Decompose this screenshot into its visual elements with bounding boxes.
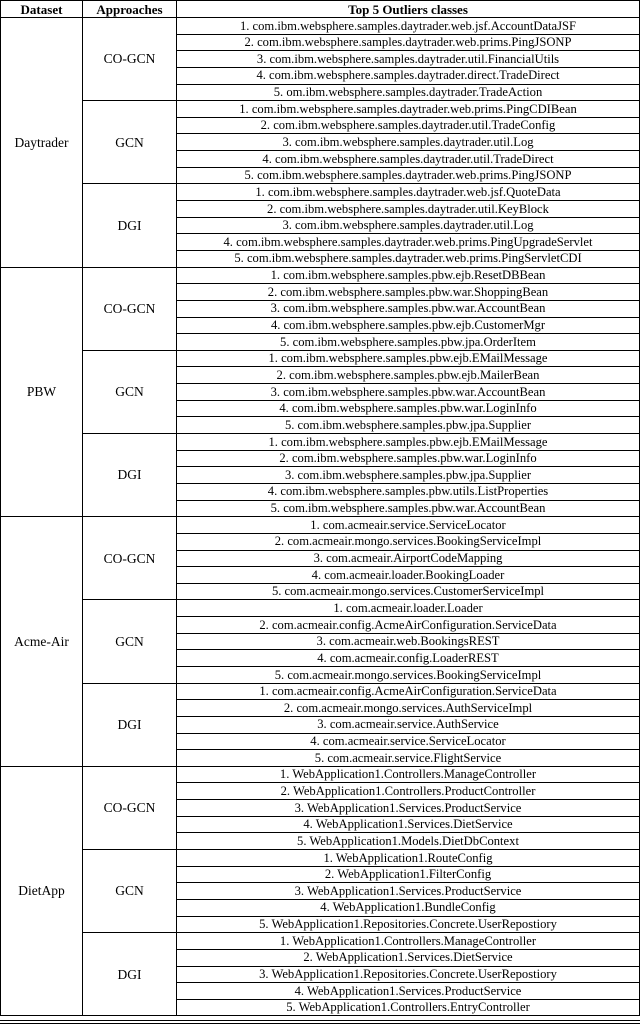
outlier-class-cell: 4. com.ibm.websphere.samples.daytrader.web.prims.PingUpgradeServlet: [177, 234, 640, 251]
outlier-class-cell: 5. WebApplication1.Controllers.EntryController: [177, 999, 640, 1016]
outlier-class-cell: 4. com.acmeair.config.LoaderREST: [177, 650, 640, 667]
outlier-class-cell: 5. com.ibm.websphere.samples.daytrader.web.prims.PingJSONP: [177, 167, 640, 184]
outlier-class-cell: 5. com.acmeair.mongo.services.BookingServiceImpl: [177, 666, 640, 683]
table-row: [1, 600, 640, 617]
outlier-class-cell: 2. com.acmeair.mongo.services.BookingServiceImpl: [177, 533, 640, 550]
outlier-class-cell: 1. WebApplication1.Controllers.ManageController: [177, 766, 640, 783]
header-classes: Top 5 Outliers classes: [177, 1, 640, 18]
outlier-class-cell: 4. com.ibm.websphere.samples.daytrader.direct.TradeDirect: [177, 67, 640, 84]
table-row: [1, 517, 640, 534]
outlier-class-cell: 1. com.acmeair.config.AcmeAirConfiguration.ServiceData: [177, 683, 640, 700]
approach-cell: DGI: [83, 184, 177, 267]
outlier-class-cell: 1. com.ibm.websphere.samples.pbw.ejb.ResetDBBean: [177, 267, 640, 284]
header-dataset: Dataset: [1, 1, 83, 18]
outlier-class-cell: 1. com.ibm.websphere.samples.pbw.ejb.EMailMessage: [177, 434, 640, 451]
approach-cell: GCN: [83, 101, 177, 184]
outlier-class-cell: 4. com.ibm.websphere.samples.pbw.ejb.CustomerMgr: [177, 317, 640, 334]
outlier-class-cell: 2. com.acmeair.config.AcmeAirConfiguration.ServiceData: [177, 617, 640, 634]
approach-cell: DGI: [83, 683, 177, 766]
outlier-class-cell: 2. WebApplication1.Services.DietService: [177, 949, 640, 966]
outlier-class-cell: 5. com.ibm.websphere.samples.pbw.jpa.Supplier: [177, 417, 640, 434]
outlier-class-cell: 4. com.ibm.websphere.samples.pbw.utils.ListProperties: [177, 483, 640, 500]
outlier-class-cell: 5. com.ibm.websphere.samples.daytrader.web.prims.PingServletCDI: [177, 250, 640, 267]
outlier-class-cell: 3. WebApplication1.Services.ProductService: [177, 800, 640, 817]
dataset-cell: PBW: [1, 267, 83, 517]
bottom-rule: [0, 1020, 640, 1021]
outlier-class-cell: 5. com.ibm.websphere.samples.pbw.war.AccountBean: [177, 500, 640, 517]
outlier-class-cell: 3. com.ibm.websphere.samples.pbw.jpa.Supplier: [177, 467, 640, 484]
approach-cell: CO-GCN: [83, 18, 177, 101]
outlier-class-cell: 2. com.ibm.websphere.samples.pbw.ejb.MailerBean: [177, 367, 640, 384]
outlier-class-cell: 4. com.acmeair.service.ServiceLocator: [177, 733, 640, 750]
outlier-class-cell: 2. WebApplication1.Controllers.ProductController: [177, 783, 640, 800]
outlier-class-cell: 4. com.acmeair.loader.BookingLoader: [177, 567, 640, 584]
approach-cell: CO-GCN: [83, 517, 177, 600]
outlier-class-cell: 4. com.ibm.websphere.samples.pbw.war.LoginInfo: [177, 400, 640, 417]
dataset-cell: DietApp: [1, 766, 83, 1016]
bottom-rule-double: [0, 1023, 640, 1024]
dataset-cell: Acme-Air: [1, 517, 83, 767]
outlier-class-cell: 3. com.ibm.websphere.samples.daytrader.util.FinancialUtils: [177, 51, 640, 68]
outlier-class-cell: 3. com.acmeair.web.BookingsREST: [177, 633, 640, 650]
table-row: [1, 18, 640, 35]
outlier-class-cell: 3. com.acmeair.service.AuthService: [177, 716, 640, 733]
outlier-class-cell: 3. com.ibm.websphere.samples.daytrader.util.Log: [177, 134, 640, 151]
outlier-class-cell: 1. com.acmeair.service.ServiceLocator: [177, 517, 640, 534]
outlier-class-cell: 3. com.ibm.websphere.samples.pbw.war.AccountBean: [177, 384, 640, 401]
outlier-class-cell: 2. com.acmeair.mongo.services.AuthServiceImpl: [177, 700, 640, 717]
outlier-class-cell: 1. com.ibm.websphere.samples.daytrader.web.jsf.QuoteData: [177, 184, 640, 201]
header-approaches: Approaches: [83, 1, 177, 18]
outlier-class-cell: 4. WebApplication1.Services.DietService: [177, 816, 640, 833]
outlier-class-cell: 4. WebApplication1.Services.ProductService: [177, 983, 640, 1000]
outlier-class-cell: 3. com.ibm.websphere.samples.daytrader.util.Log: [177, 217, 640, 234]
outlier-class-cell: 3. com.ibm.websphere.samples.pbw.war.AccountBean: [177, 300, 640, 317]
dataset-cell: Daytrader: [1, 18, 83, 268]
outlier-class-cell: 4. WebApplication1.BundleConfig: [177, 899, 640, 916]
outlier-class-cell: 5. WebApplication1.Repositories.Concrete.UserRepostiory: [177, 916, 640, 933]
outlier-class-cell: 5. WebApplication1.Models.DietDbContext: [177, 833, 640, 850]
table-row: [1, 850, 640, 867]
outlier-class-cell: 1. com.ibm.websphere.samples.daytrader.web.jsf.AccountDataJSF: [177, 18, 640, 35]
outlier-class-cell: 3. WebApplication1.Repositories.Concrete.UserRepostiory: [177, 966, 640, 983]
outlier-class-cell: 1. com.acmeair.loader.Loader: [177, 600, 640, 617]
table-row: [1, 350, 640, 367]
table-row: [1, 766, 640, 783]
outlier-class-cell: 2. com.ibm.websphere.samples.pbw.war.LoginInfo: [177, 450, 640, 467]
approach-cell: CO-GCN: [83, 766, 177, 849]
outlier-class-cell: 5. com.acmeair.mongo.services.CustomerServiceImpl: [177, 583, 640, 600]
approach-cell: GCN: [83, 850, 177, 933]
table-body: [1, 18, 640, 1016]
table-row: [1, 101, 640, 118]
table-row: [1, 683, 640, 700]
outlier-class-cell: 5. om.ibm.websphere.samples.daytrader.TradeAction: [177, 84, 640, 101]
table-row: [1, 267, 640, 284]
outlier-class-cell: 3. WebApplication1.Services.ProductService: [177, 883, 640, 900]
outlier-class-cell: 2. com.ibm.websphere.samples.pbw.war.ShoppingBean: [177, 284, 640, 301]
approach-cell: GCN: [83, 600, 177, 683]
outlier-class-cell: 2. com.ibm.websphere.samples.daytrader.util.KeyBlock: [177, 201, 640, 218]
outlier-class-cell: 1. com.ibm.websphere.samples.pbw.ejb.EMailMessage: [177, 350, 640, 367]
approach-cell: DGI: [83, 434, 177, 517]
outlier-class-cell: 4. com.ibm.websphere.samples.daytrader.util.TradeDirect: [177, 151, 640, 168]
outlier-class-cell: 2. WebApplication1.FilterConfig: [177, 866, 640, 883]
header-row: [1, 1, 640, 18]
table-row: [1, 933, 640, 950]
outlier-class-cell: 1. WebApplication1.Controllers.ManageController: [177, 933, 640, 950]
table-row: [1, 434, 640, 451]
outlier-class-cell: 2. com.ibm.websphere.samples.daytrader.util.TradeConfig: [177, 117, 640, 134]
approach-cell: DGI: [83, 933, 177, 1016]
outlier-class-cell: 1. WebApplication1.RouteConfig: [177, 850, 640, 867]
outlier-class-cell: 3. com.acmeair.AirportCodeMapping: [177, 550, 640, 567]
outlier-class-cell: 5. com.ibm.websphere.samples.pbw.jpa.OrderItem: [177, 334, 640, 351]
approach-cell: GCN: [83, 350, 177, 433]
approach-cell: CO-GCN: [83, 267, 177, 350]
outlier-class-cell: 5. com.acmeair.service.FlightService: [177, 750, 640, 767]
outlier-class-cell: 1. com.ibm.websphere.samples.daytrader.web.prims.PingCDIBean: [177, 101, 640, 118]
table-row: [1, 184, 640, 201]
outlier-class-cell: 2. com.ibm.websphere.samples.daytrader.web.prims.PingJSONP: [177, 34, 640, 51]
